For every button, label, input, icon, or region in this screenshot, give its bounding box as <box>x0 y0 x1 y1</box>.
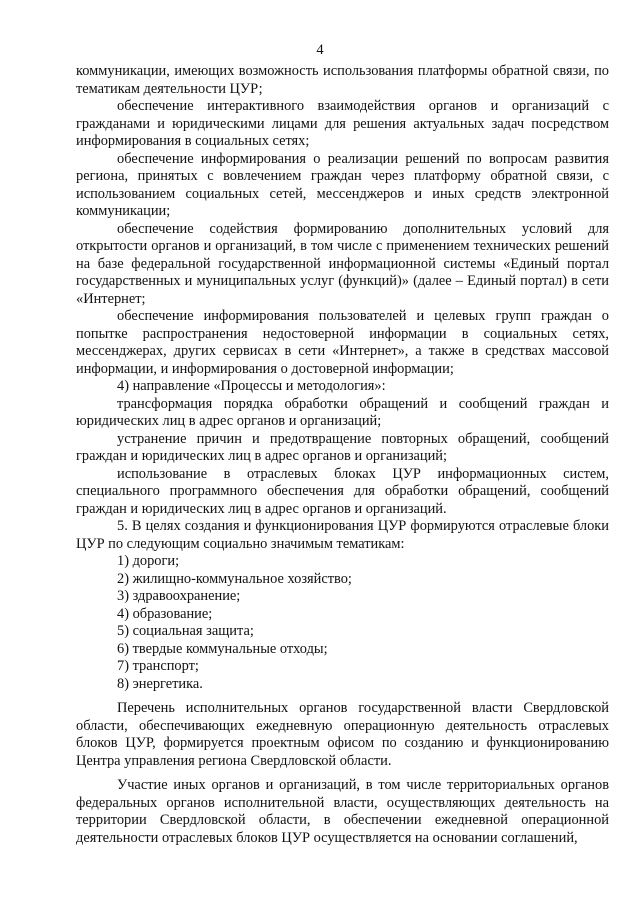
spacer <box>76 770 609 777</box>
numbered-clause: 5. В целях создания и функционирования ЦУР формируются отраслевые блоки ЦУР по следующим социально значимым тематикам: <box>76 518 609 552</box>
list-item: 6) твердые коммунальные отходы; <box>117 640 328 657</box>
paragraph: обеспечение содействия формированию дополнительных условий для открытости органов и организаций, в том числе с применением технических решений на базе федеральной государственной информационной системы «Единый портал государственных и муниципальных услуг (функций)» (далее – Единый портал) в сети «Интернет; <box>76 220 609 307</box>
list-item: 1) дороги; <box>117 553 180 569</box>
paragraph: коммуникации, имеющих возможность использования платформы обратной связи, по тематикам деятельности ЦУР; <box>76 63 609 97</box>
paragraph: обеспечение информирования о реализации решений по вопросам развития региона, принятых с вовлечением граждан через платформу обратной связи, с использованием социальных сетей, мессенджеров и иных средств электронной коммуникации; <box>76 150 609 219</box>
list-item: 3) здравоохранение; <box>117 588 241 604</box>
paragraph: обеспечение информирования пользователей и целевых групп граждан о попытке распространения недостоверной информации в социальных сетях, мессенджерах, других сервисах в сети «Интернет», а также в средствах массовой информации, и информирования о достоверной информации; <box>76 308 609 377</box>
paragraph: Перечень исполнительных органов государственной власти Свердловской области, обеспечивающих ежедневную операционную деятельность отраслевых блоков ЦУР, формируется проектным офисом по созданию и функционированию Центра управления региона Свердловской области. <box>76 700 609 769</box>
list-item: 8) энергетика. <box>117 675 203 692</box>
list-item: 4) образование; <box>117 605 213 622</box>
paragraph: трансформация порядка обработки обращений и сообщений граждан и юридических лиц в адрес органов и организаций; <box>76 395 609 429</box>
page-number: 4 <box>316 42 324 58</box>
paragraph: устранение причин и предотвращение повторных обращений, сообщений граждан и юридических лиц в адрес органов и организаций; <box>76 430 609 464</box>
paragraph: обеспечение интерактивного взаимодействия органов и организаций с гражданами и юридическими лицами для решения актуальных задач посредством информирования в социальных сетях; <box>76 98 609 149</box>
document-body <box>76 63 609 847</box>
paragraph: использование в отраслевых блоках ЦУР информационных систем, специального программного обеспечения для обработки обращений, сообщений граждан и юридических лиц в адрес органов и организаций. <box>76 465 609 517</box>
list-item: 5) социальная защита; <box>117 623 254 639</box>
paragraph: Участие иных органов и организаций, в том числе территориальных органов федеральных органов исполнительной власти, осуществляющих деятельность на территории Свердловской области, в обеспечении ежедневной операционной деятельности отраслевых блоков ЦУР осуществляется на основании соглашений, <box>76 777 609 846</box>
spacer <box>76 693 609 700</box>
list-item: 7) транспорт; <box>117 658 199 674</box>
section-heading: 4) направление «Процессы и методология»: <box>117 378 386 394</box>
list-item: 2) жилищно-коммунальное хозяйство; <box>117 570 352 587</box>
